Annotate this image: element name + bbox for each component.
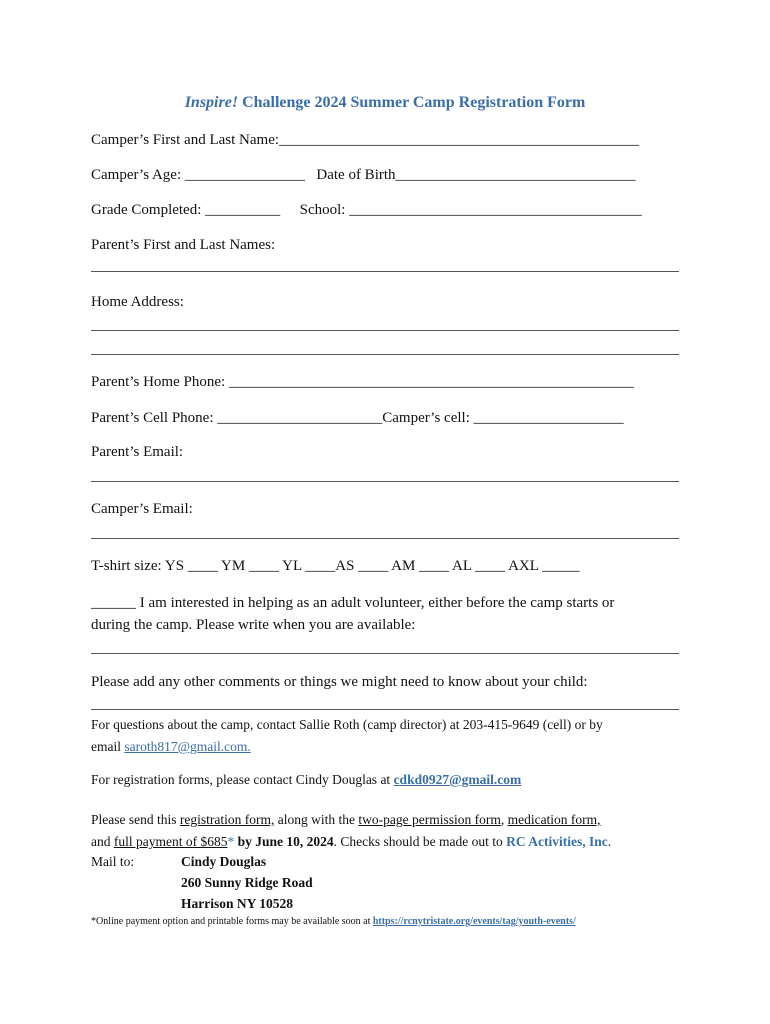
form-title [0, 94, 770, 112]
questions-line-1: For questions about the camp, contact Sallie Roth (camp director) at 203-415-9649 (cell) or by [91, 717, 603, 732]
volunteer-line-2: during the camp. Please write when you are available: [91, 617, 416, 633]
registration-prefix: For registration forms, please contact Cindy Douglas at [91, 772, 394, 787]
grade-school-row [91, 201, 642, 219]
send-text: along with the [274, 812, 359, 827]
sallie-email-link[interactable]: saroth817@gmail.com. [124, 739, 251, 754]
cindy-email-link[interactable]: cdkd0927@gmail.com [393, 772, 522, 787]
home-address-blank-1 [91, 330, 679, 331]
parent-cell-field: Parent’s Cell Phone: ______________________ [91, 410, 383, 426]
parent-names-blank [91, 271, 679, 272]
mail-to-label: Mail to: [91, 854, 135, 869]
grade-field: Grade Completed: __________ [91, 202, 281, 218]
payment-amount: full payment of $685 [113, 834, 228, 849]
mailing-address-street: 260 Sunny Ridge Road [181, 875, 313, 890]
cell-phone-row [91, 409, 624, 427]
permission-form-link[interactable]: two-page permission form [358, 812, 501, 827]
registration-contact-line [91, 771, 521, 788]
footnote-text: *Online payment option and printable forms may be available soon at [91, 916, 373, 927]
send-line-2 [91, 833, 611, 850]
comments-blank [91, 709, 679, 710]
questions-email-prefix: email [91, 739, 125, 754]
camper-email-blank [91, 538, 679, 539]
school-field: School: _______________________________________ [299, 202, 642, 218]
home-address-blank-2 [91, 354, 679, 355]
deadline-date: by June 10, 2024 [234, 834, 334, 849]
medication-form-link[interactable]: medication form, [507, 812, 601, 827]
mailing-address-name: Cindy Douglas [181, 854, 267, 869]
mailing-address-city: Harrison NY 10528 [181, 896, 293, 911]
send-text: . [607, 834, 612, 849]
camper-email-label: Camper’s Email: [91, 501, 193, 517]
events-url-link[interactable]: https://rcnytristate.org/events/tag/youth-events/ [372, 916, 576, 927]
tshirt-size-field: T-shirt size: YS ____ YM ____ YL ____AS ____ AM ____ AL ____ AXL _____ [91, 558, 580, 574]
send-text: Please send this [91, 812, 180, 827]
registration-form-link[interactable]: registration form, [179, 812, 275, 827]
payee-name: RC Activities, Inc [506, 834, 608, 849]
title-rest: Challenge 2024 Summer Camp Registration Form [238, 94, 586, 111]
parent-email-label: Parent’s Email: [91, 444, 184, 460]
footnote [91, 913, 576, 931]
volunteer-line-1: ______ I am interested in helping as an adult volunteer, either before the camp starts or [91, 595, 615, 611]
payment-asterisk: * [227, 834, 235, 849]
questions-line-2 [91, 738, 251, 755]
send-line-1 [91, 811, 601, 828]
home-phone-field: Parent’s Home Phone: ______________________________________________________ [91, 374, 634, 390]
title-italic: Inspire! [184, 94, 239, 111]
camper-age-field: Camper’s Age: ________________ [91, 167, 305, 183]
send-text: . Checks should be made out to [333, 834, 507, 849]
camper-cell-field: Camper’s cell: ____________________ [382, 410, 624, 426]
camper-age-row [91, 166, 636, 184]
home-address-label: Home Address: [91, 294, 184, 310]
volunteer-blank [91, 653, 679, 654]
parent-email-blank [91, 481, 679, 482]
dob-field: Date of Birth________________________________ [316, 167, 636, 183]
camper-name-field: Camper’s First and Last Name:________________________________________________ [91, 132, 640, 148]
send-text: , [500, 812, 508, 827]
parent-names-label: Parent’s First and Last Names: [91, 237, 276, 253]
comments-label: Please add any other comments or things we might need to know about your child: [91, 674, 588, 690]
send-text: and [91, 834, 114, 849]
